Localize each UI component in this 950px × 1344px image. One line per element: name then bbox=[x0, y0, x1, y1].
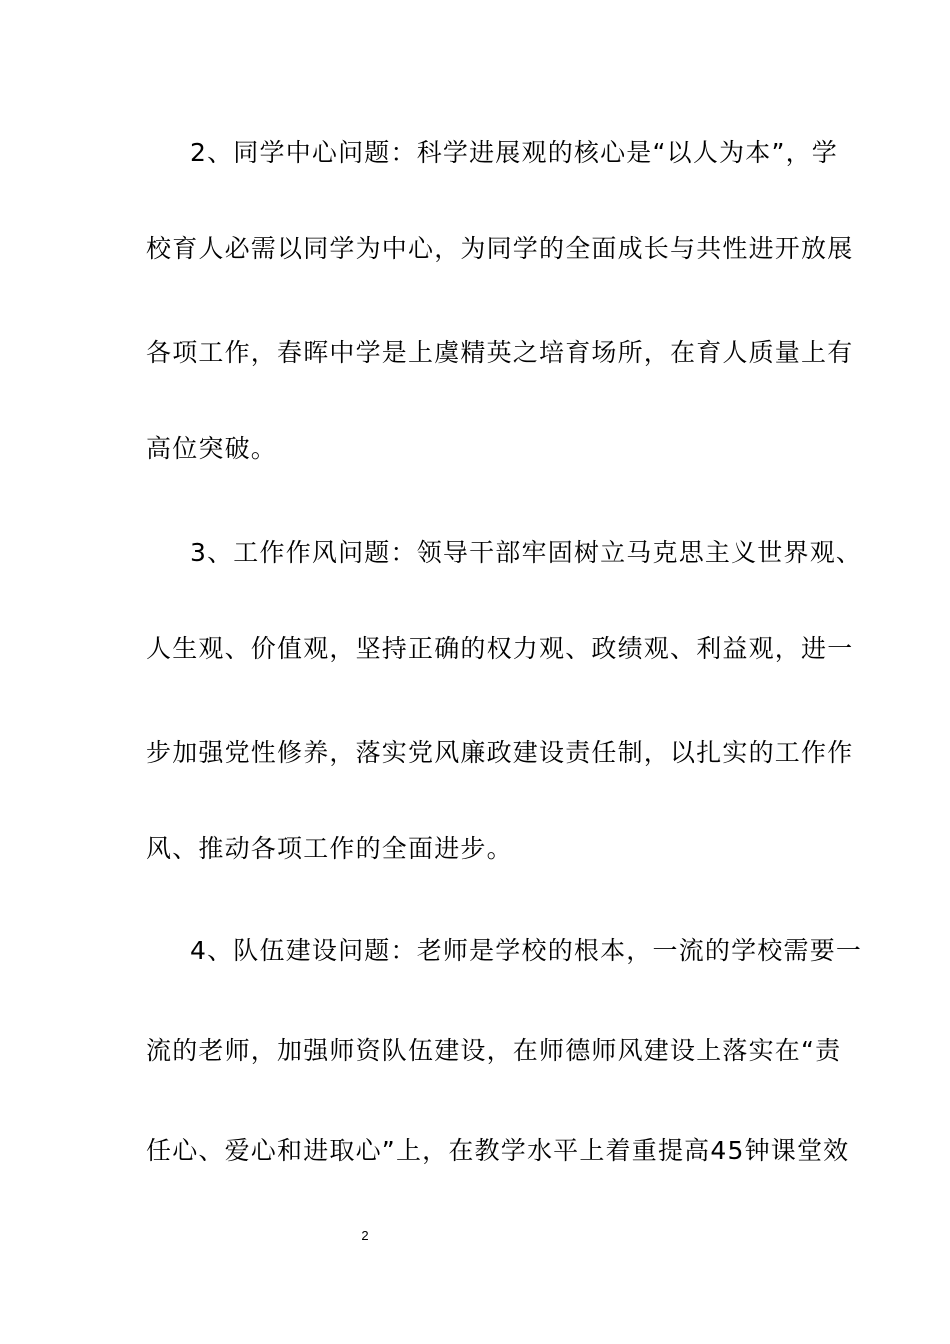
paragraph-3-line-4: 风、推动各项工作的全面进步。 bbox=[146, 834, 513, 863]
paragraph-2-line-1: 2、同学中心问题：科学进展观的核心是“以人为本”，学 bbox=[190, 138, 839, 167]
paragraph-2-line-3: 各项工作，春晖中学是上虞精英之培育场所，在育人质量上有 bbox=[146, 338, 854, 367]
page-number: 2 bbox=[361, 1228, 369, 1243]
paragraph-4-line-1: 4、队伍建设问题：老师是学校的根本，一流的学校需要一 bbox=[190, 936, 863, 965]
paragraph-2-line-4: 高位突破。 bbox=[146, 434, 278, 463]
paragraph-3-line-3: 步加强党性修养，落实党风廉政建设责任制，以扎实的工作作 bbox=[146, 738, 854, 767]
paragraph-4-line-2: 流的老师，加强师资队伍建设，在师德师风建设上落实在“责 bbox=[146, 1036, 842, 1065]
paragraph-2-line-2: 校育人必需以同学为中心，为同学的全面成长与共性进开放展 bbox=[146, 234, 854, 263]
paragraph-3-line-1: 3、工作作风问题：领导干部牢固树立马克思主义世界观、 bbox=[190, 538, 863, 567]
paragraph-3-line-2: 人生观、价值观，坚持正确的权力观、政绩观、利益观，进一 bbox=[146, 634, 854, 663]
paragraph-4-line-3: 任心、爱心和进取心”上，在教学水平上着重提高45钟课堂效 bbox=[146, 1136, 850, 1165]
